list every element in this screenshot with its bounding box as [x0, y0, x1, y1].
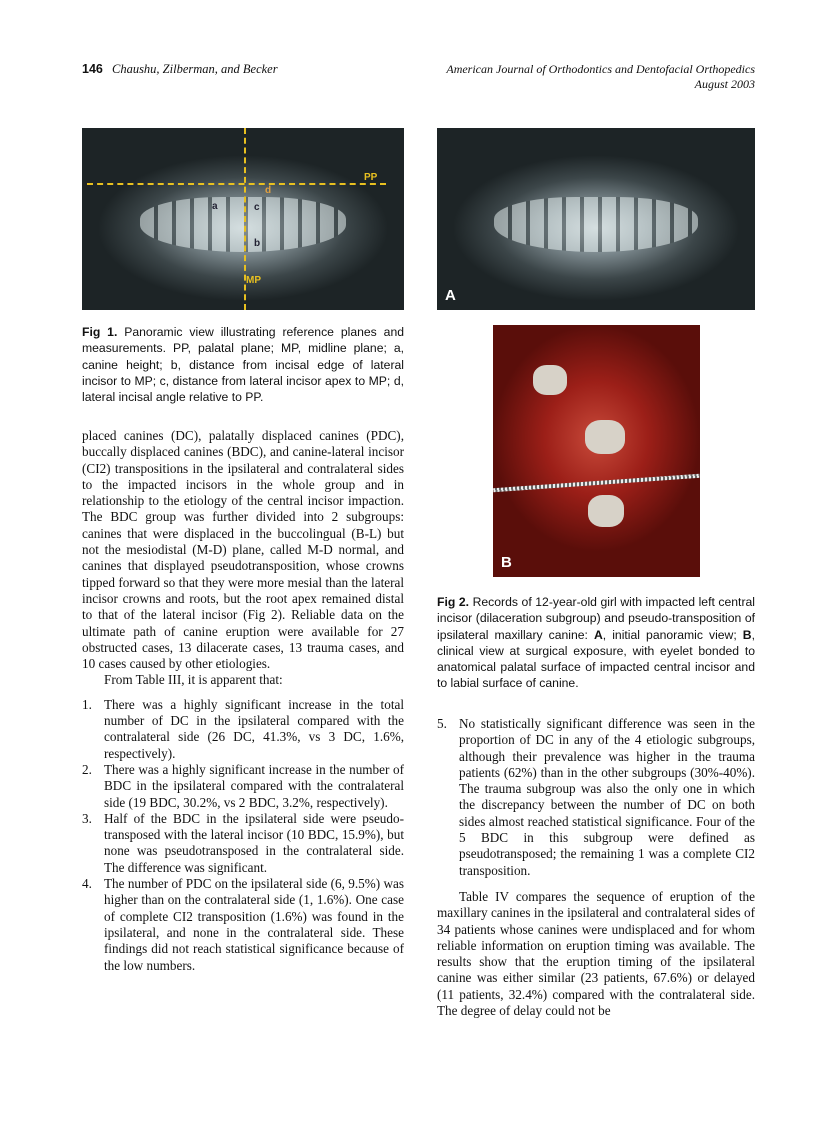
item-text: There was a highly significant increase in the total number of DC in the ipsilateral compared with the contralateral side (26 DC, 41.3%, vs 3 DC, 1.6%, respectively).	[104, 696, 404, 761]
figure-1-caption	[82, 324, 404, 405]
teeth-graphic	[140, 197, 346, 252]
page-number: 146	[82, 62, 103, 76]
item-number: 1.	[82, 696, 92, 712]
item-number: 5.	[437, 716, 447, 731]
list-item	[82, 762, 404, 811]
issue-date: August 2003	[694, 77, 755, 91]
list-item	[82, 811, 404, 876]
list-item	[82, 697, 404, 762]
item-number: 3.	[82, 810, 92, 826]
tooth-graphic	[588, 495, 624, 527]
figure-2-label: Fig 2.	[437, 595, 470, 609]
item-text: Half of the BDC in the ipsilateral side were pseudo-transposed with the lateral incisor (10 BDC, 15.9%), but none was pseudotransposed in the contralateral side. The difference was significant.	[104, 810, 404, 875]
list-item	[437, 716, 755, 879]
findings-list	[82, 697, 404, 974]
b-label: b	[254, 238, 261, 249]
findings-list-continued	[437, 716, 755, 879]
figure-1-label: Fig 1.	[82, 325, 118, 339]
caption-text: , initial panoramic view;	[602, 627, 743, 642]
c-label: c	[254, 202, 260, 213]
palatal-plane-line	[87, 183, 386, 185]
journal-name: American Journal of Orthodontics and Dentofacial Orthopedics	[446, 62, 755, 76]
archwire-graphic	[493, 474, 700, 492]
pp-label: PP	[364, 172, 378, 183]
item-text: The number of PDC on the ipsilateral side (6, 9.5%) was higher than on the contralateral side (1, 1.6%). One case of complete CI2 transposition (1.6%) was found in the ipsilateral, and none in the contralateral side. These findings did not reach statistical significance because of the low numbers.	[104, 876, 404, 973]
body-paragraph: From Table III, it is apparent that:	[104, 672, 283, 688]
figure-1-caption-text: Panoramic view illustrating reference planes and measurements. PP, palatal plane; MP, midline plane; a, canine height; b, distance from incisal edge of lateral incisor to MP; c, distance from lateral incisor apex to MP; d, lateral incisal angle relative to PP.	[82, 325, 404, 405]
caption-text: Records of 12-year-old girl with impacted left central incisor (dilaceration subgroup) and pseudo-transposition of ipsilateral maxillary canine:	[437, 595, 755, 642]
item-number: 4.	[82, 876, 92, 892]
figure-2b-clinical-photo	[493, 325, 700, 577]
running-header-right	[446, 62, 755, 92]
caption-b: B	[742, 627, 752, 642]
caption-text: , clinical view at surgical exposure, with eyelet bonded to anatomical palatal surface of impacted central incisor and to labial surface of canine.	[437, 627, 755, 691]
figure-2-caption	[437, 594, 755, 692]
right-column	[437, 716, 755, 1019]
tooth-graphic	[585, 420, 625, 454]
a-label: a	[212, 201, 218, 212]
item-number: 2.	[82, 761, 92, 777]
authors: Chaushu, Zilberman, and Becker	[111, 62, 278, 76]
item-text: There was a highly significant increase in the number of BDC in the ipsilateral compared with the contralateral side (19 BDC, 30.2%, vs 2 BDC, 3.2%, respectively).	[104, 761, 404, 810]
body-paragraph: Table IV compares the sequence of eruption of the maxillary canines in the ipsilateral and contralateral sides of 34 patients whose canines were undisplaced and for whom reliable information on eruption timing was available. The results show that the eruption timing of the ipsilateral canine was either similar (23 patients, 67.6%) or delayed (11 patients, 32.4%) compared with the contralateral side. The degree of delay could not be	[437, 888, 755, 1019]
mp-label: MP	[246, 275, 261, 286]
figure-1-radiograph	[82, 128, 404, 310]
body-paragraph: placed canines (DC), palatally displaced canines (PDC), buccally displaced canines (BDC), and canine-lateral incisor (CI2) transpositions in the ipsilateral and contralateral sides to the impacted incisors in the whole group and in relationship to the etiology of the central incisor impaction. The BDC group was further divided into 2 subgroups: canines that were displaced in the buccolingual (B-L) but not the mesiodistal (M-D) plane, called M-D normal, and canines that displayed pseudotransposition, whose crowns tipped forward so that they were more mesial than the lateral incisor crowns and roots, but the root apex remained distal to that of the lateral incisor (Fig 2). Reliable data on the ultimate path of canine eruption were available for 27 obstructed cases, 13 dilacerate cases, 13 trauma cases, and 10 cases caused by other etiologies.	[82, 428, 404, 672]
panel-a-label: A	[445, 287, 456, 304]
teeth-graphic	[494, 197, 698, 252]
panel-b-label: B	[501, 554, 512, 571]
left-column	[82, 428, 404, 974]
figure-2a-radiograph	[437, 128, 755, 310]
eyelet-graphic	[533, 365, 567, 395]
d-label: d	[265, 185, 272, 196]
caption-a: A	[593, 627, 603, 642]
list-item	[82, 876, 404, 974]
running-header-left	[82, 62, 278, 77]
item-text: No statistically significant difference was seen in the proportion of DC in any of the 4 etiologic subgroups, although their prevalence was higher in the trauma patients (62%) than in the other subgroups (30%-40%). The trauma subgroup was also the only one in which the discrepancy between the number of DC on both sides almost reached statistical significance. Four of the 5 BDC in this subgroup were defined as pseudotransposed; the remaining 1 was a complete CI2 transposition.	[459, 716, 755, 878]
